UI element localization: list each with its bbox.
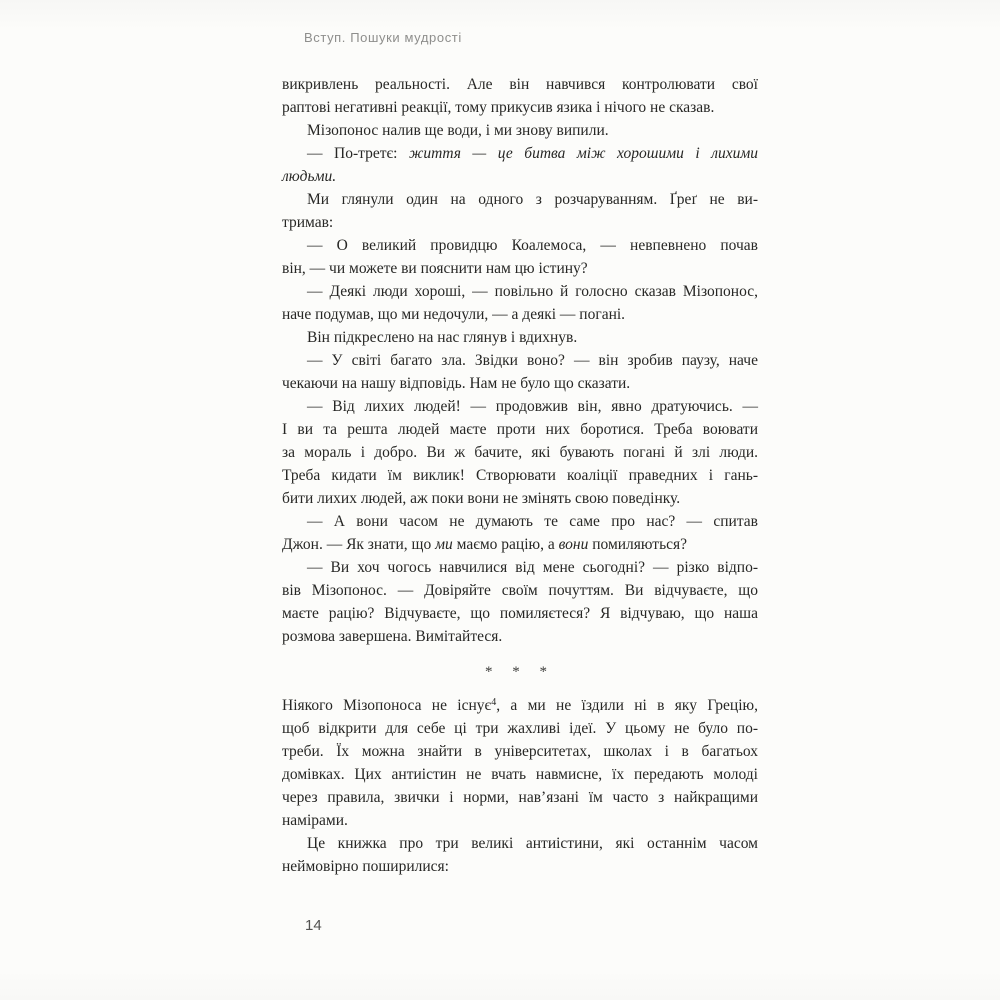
paragraph: [282, 119, 758, 142]
paragraph: [282, 556, 758, 648]
text-line: наче подумав, що ми недочули, — а деякі — погані.: [282, 306, 626, 323]
text-line: — У світі багато зла. Звідки воно? — він зробив паузу, наче: [307, 352, 758, 369]
text-line: Ніякого Мізопоноса не існує$^4$, а ми не їздили ні в яку Грецію,: [282, 697, 758, 714]
text-line: намірами.: [282, 812, 348, 829]
text-line: — По-третє: життя — це битва між хорошими і лихими: [307, 145, 758, 162]
paragraph: [282, 234, 758, 280]
text-line: Ми глянули один на одного з розчаруванням. Ґреґ не ви-: [307, 191, 758, 208]
text-line: домівках. Цих антиістин не вчать навмисне, їх передають молоді: [282, 766, 758, 783]
section-separator: * * *: [485, 664, 555, 680]
paragraph: [282, 510, 758, 556]
text-line: він, — чи можете ви пояснити нам цю істину?: [282, 260, 588, 277]
text-line: викривлень реальності. Але він навчився контролювати свої: [282, 76, 758, 93]
paragraph: [282, 280, 758, 326]
text-line: через правила, звички і норми, нав’язані їм часто з найкращими: [282, 789, 758, 806]
text-line: Мізопонос налив ще води, і ми знову випили.: [307, 122, 609, 139]
text-line: — Деякі люди хороші, — повільно й голосно сказав Мізопонос,: [307, 283, 758, 300]
running-head: Вступ. Пошуки мудрості: [304, 30, 462, 45]
text-line: І ви та решта людей маєте проти них боротися. Треба воювати: [282, 421, 758, 438]
text-line: вів Мізопонос. — Довіряйте своїм почуттям. Ви відчуваєте, що: [282, 582, 758, 599]
text-line: — А вони часом не думають те саме про нас? — спитав: [307, 513, 758, 530]
page-number: 14: [305, 917, 322, 934]
text-line: неймовірно поширилися:: [282, 858, 449, 875]
paragraph: [282, 142, 758, 188]
text-line: — Ви хоч чогось навчилися від мене сьогодні? — різко відпо-: [307, 559, 758, 576]
text-line: розмова завершена. Вимітайтеся.: [282, 628, 503, 645]
paragraph: [282, 188, 758, 234]
text-line: треби. Їх можна знайти в університетах, школах і в багатьох: [282, 743, 758, 760]
text-line: людьми.: [282, 168, 337, 185]
text-line: чекаючи на нашу відповідь. Нам не було що сказати.: [282, 375, 631, 392]
text-line: маєте рацію? Відчуваєте, що помиляєтеся? Я відчуваю, що наша: [282, 605, 758, 622]
text-line: за мораль і добро. Ви ж бачите, які бувають погані й злі люди.: [282, 444, 758, 461]
text-column: [282, 73, 758, 878]
paragraph: [282, 694, 758, 832]
text-line: Джон. — Як знати, що ми маємо рацію, а вони помиляються?: [282, 536, 688, 553]
text-line: щоб відкрити для себе ці три жахливі ідеї. У цьому не було по-: [282, 720, 758, 737]
paragraph: [282, 349, 758, 395]
text-line: — О великий провидцю Коалемоса, — невпевнено почав: [307, 237, 758, 254]
paragraph: [282, 832, 758, 878]
text-line: раптові негативні реакції, тому прикусив язика і нічого не сказав.: [282, 99, 715, 116]
text-line: Треба кидати їм виклик! Створювати коаліції праведних і гань-: [282, 467, 758, 484]
footnote-marker: 4: [491, 697, 497, 708]
paragraph: [282, 73, 758, 119]
text-line: Це книжка про три великі антиістини, які останнім часом: [307, 835, 758, 852]
text-line: — Від лихих людей! — продовжив він, явно дратуючись. —: [307, 398, 758, 415]
text-line: бити лихих людей, аж поки вони не змінять свою поведінку.: [282, 490, 681, 507]
text-line: Він підкреслено на нас глянув і вдихнув.: [307, 329, 578, 346]
paragraph: [282, 326, 758, 349]
paragraph: [282, 395, 758, 510]
text-line: тримав:: [282, 214, 334, 231]
